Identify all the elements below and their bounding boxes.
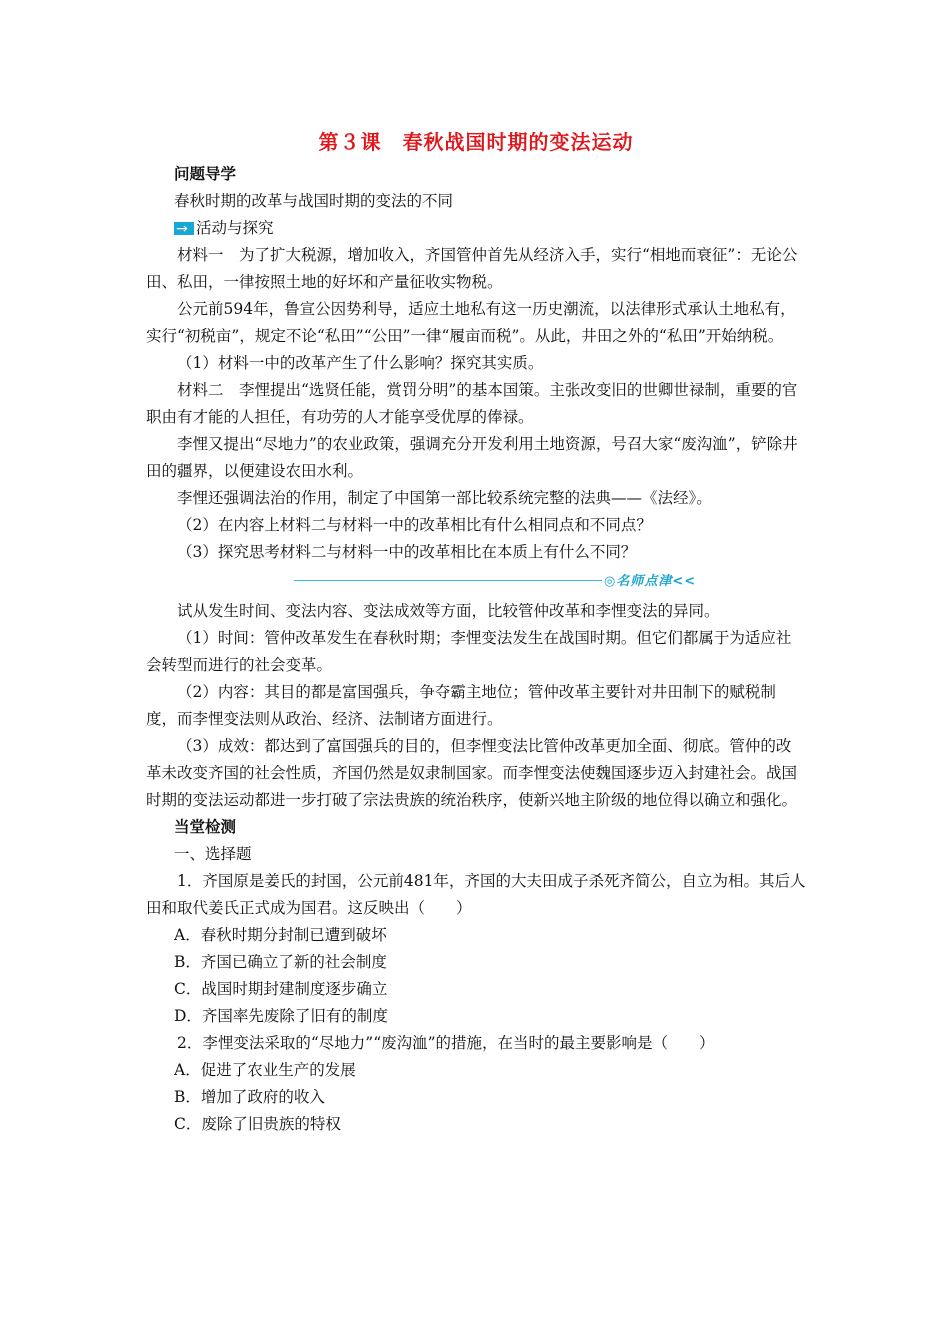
material1-paragraph-a: 材料一 为了扩大税源，增加收入，齐国管仲首先从经济入手，实行“相地而衰征”：无论公田、私田，一律按照土地的好坏和产量征收实物税。: [146, 246, 798, 291]
material2-paragraph-c: 李悝还强调法治的作用，制定了中国第一部比较系统完整的法典——《法经》。: [177, 489, 712, 507]
choice-heading: 一、选择题: [174, 845, 252, 863]
item-1-option-b: B．齐国已确立了新的社会制度: [174, 953, 387, 971]
guide-text: 春秋时期的改革与战国时期的变法的不同: [174, 192, 454, 210]
activity-label: [146, 215, 806, 242]
tip-intro: 试从发生时间、变法内容、变法成效等方面，比较管仲改革和李悝变法的异同。: [177, 602, 720, 620]
lesson-title: 第３课 春秋战国时期的变法运动: [318, 130, 634, 154]
tip-point-2: （2）内容：其目的都是富国强兵，争夺霸主地位；管仲改革主要针对井田制下的赋税制度，而李悝变法则从政治、经济、法制诸方面进行。: [146, 683, 776, 728]
material2-paragraph-a: 材料二 李悝提出“选贤任能，赏罚分明”的基本国策。主张改变旧的世卿世禄制，重要的官职由有才能的人担任，有功劳的人才能享受优厚的俸禄。: [146, 381, 798, 426]
item-1-option-d: D．齐国率先废除了旧有的制度: [174, 1007, 388, 1025]
question-1: （1）材料一中的改革产生了什么影响？探究其实质。: [177, 354, 544, 372]
tip-point-3: （3）成效：都达到了富国强兵的目的，但李悝变法比管仲改革更加全面、彻底。管仲的改革未改变齐国的社会性质，齐国仍然是奴隶制国家。而李悝变法使魏国逐步迈入封建社会。战国时期的变法运动都进一步打破了宗法贵族的统治秩序，使新兴地主阶级的地位得以确立和强化。: [146, 737, 798, 809]
guide-heading: 问题导学: [174, 165, 237, 183]
item-1: 1．齐国原是姜氏的封国，公元前481年，齐国的大夫田成子杀死齐简公，自立为相。其后人田和取代姜氏正式成为国君。这反映出（ ）: [146, 872, 806, 917]
teacher-tip-badge: ◎名师点津<<: [604, 574, 697, 589]
item-1-option-c: C．战国时期封建制度逐步确立: [174, 980, 388, 998]
tip-point-1: （1）时间：管仲改革发生在春秋时期；李悝变法发生在战国时期。但它们都属于为适应社会转型而进行的社会变革。: [146, 629, 792, 674]
item-2-option-c: C．废除了旧贵族的特权: [174, 1115, 341, 1133]
tip-divider: [146, 568, 806, 594]
item-2-option-a: A．促进了农业生产的发展: [174, 1061, 356, 1079]
question-2: （2）在内容上材料二与材料一中的改革相比有什么相同点和不同点？: [177, 516, 652, 534]
item-1-option-a: A．春秋时期分封制已遭到破坏: [174, 926, 387, 944]
question-3: （3）探究思考材料二与材料一中的改革相比在本质上有什么不同？: [177, 543, 637, 561]
document-page: [146, 118, 806, 1138]
material2-paragraph-b: 李悝又提出“尽地力”的农业政策，强调充分开发利用土地资源，号召大家“废沟洫”，铲除井田的疆界，以便建设农田水利。: [146, 435, 798, 480]
material1-paragraph-b: 公元前594年，鲁宣公因势利导，适应土地私有这一历史潮流，以法律形式承认土地私有，实行“初税亩”，规定不论“私田”“公田”一律“履亩而税”。从此，井田之外的“私田”开始纳税。: [146, 300, 796, 345]
test-heading: 当堂检测: [174, 818, 237, 836]
item-2: 2．李悝变法采取的“尽地力”“废沟洫”的措施，在当时的最主要影响是（ ）: [177, 1034, 715, 1052]
arrow-icon: [174, 222, 194, 235]
divider-line: [294, 580, 602, 581]
activity-label-text: 活动与探究: [196, 219, 274, 237]
item-2-option-b: B．增加了政府的收入: [174, 1088, 325, 1106]
